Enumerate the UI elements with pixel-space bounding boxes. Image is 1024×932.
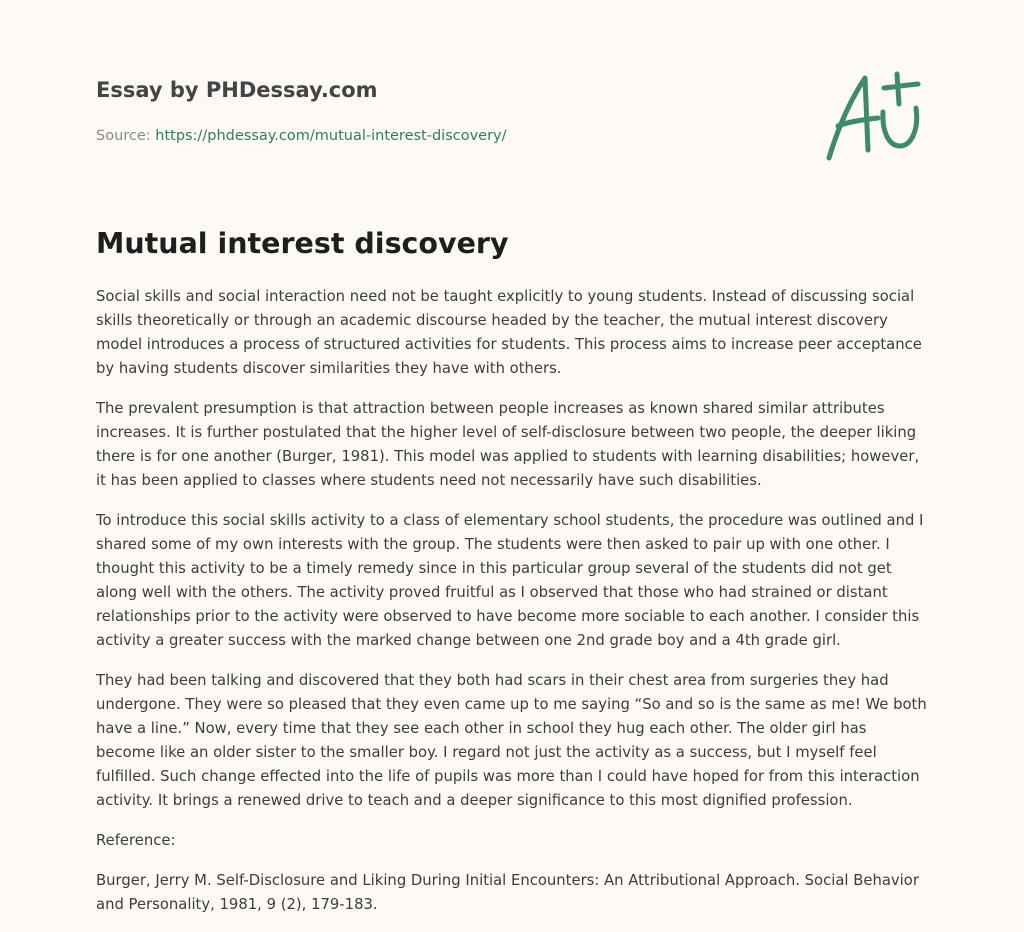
site-title: Essay by PHDessay.com	[96, 78, 378, 102]
article-paragraph: The prevalent presumption is that attraction between people increases as known shared similar attributes increases. It is further postulated that the higher level of self-disclosure between two people, the deeper liking there is for one another (Burger, 1981). This model was applied to students with learning disabilities; however, it has been applied to classes where students need not necessarily have such disabilities.	[96, 400, 920, 489]
article-paragraph: Social skills and social interaction need not be taught explicitly to young students. Instead of discussing social skills theoretically or through an academic discourse headed by the teacher, the mutual interest discovery model introduces a process of structured activities for students. This process aims to increase peer acceptance by having students discover similarities they have with others.	[96, 288, 922, 377]
reference-heading: Reference:	[96, 832, 176, 849]
essay-header	[96, 74, 796, 146]
source-label: Source:	[96, 128, 156, 144]
source-link[interactable]: https://phdessay.com/mutual-interest-discovery/	[155, 128, 507, 144]
article-title: Mutual interest discovery	[96, 227, 509, 260]
article-paragraph: They had been talking and discovered that they both had scars in their chest area from surgeries they had undergone. They were so pleased that they even came up to me saying “So and so is the same as me! We both have a line.” Now, every time that they see each other in school they hug each other. The older girl has become like an older sister to the smaller boy. I regard not just the activity as a success, but I myself feel fulfilled. Such change effected into the life of pupils was more than I could have hoped for from this interaction activity. It brings a renewed drive to teach and a deeper significance to this most dignified profession.	[96, 672, 927, 809]
article-body	[96, 285, 928, 917]
article-paragraph: To introduce this social skills activity to a class of elementary school students, the procedure was outlined and I shared some of my own interests with the group. The students were then asked to pair up with one other. I thought this activity to be a timely remedy since in this particular group several of the students did not get along well with the others. The activity proved fruitful as I observed that those who had strained or distant relationships prior to the activity were observed to have become more sociable to each another. I consider this activity a greater success with the marked change between one 2nd grade boy and a 4th grade girl.	[96, 512, 924, 649]
reference-entry: Burger, Jerry M. Self-Disclosure and Liking During Initial Encounters: An Attributional Approach. Social Behavior and Personality, 1981, 9 (2), 179-183.	[96, 872, 919, 913]
source-line	[96, 126, 796, 146]
a-plus-logo-icon	[822, 66, 930, 166]
